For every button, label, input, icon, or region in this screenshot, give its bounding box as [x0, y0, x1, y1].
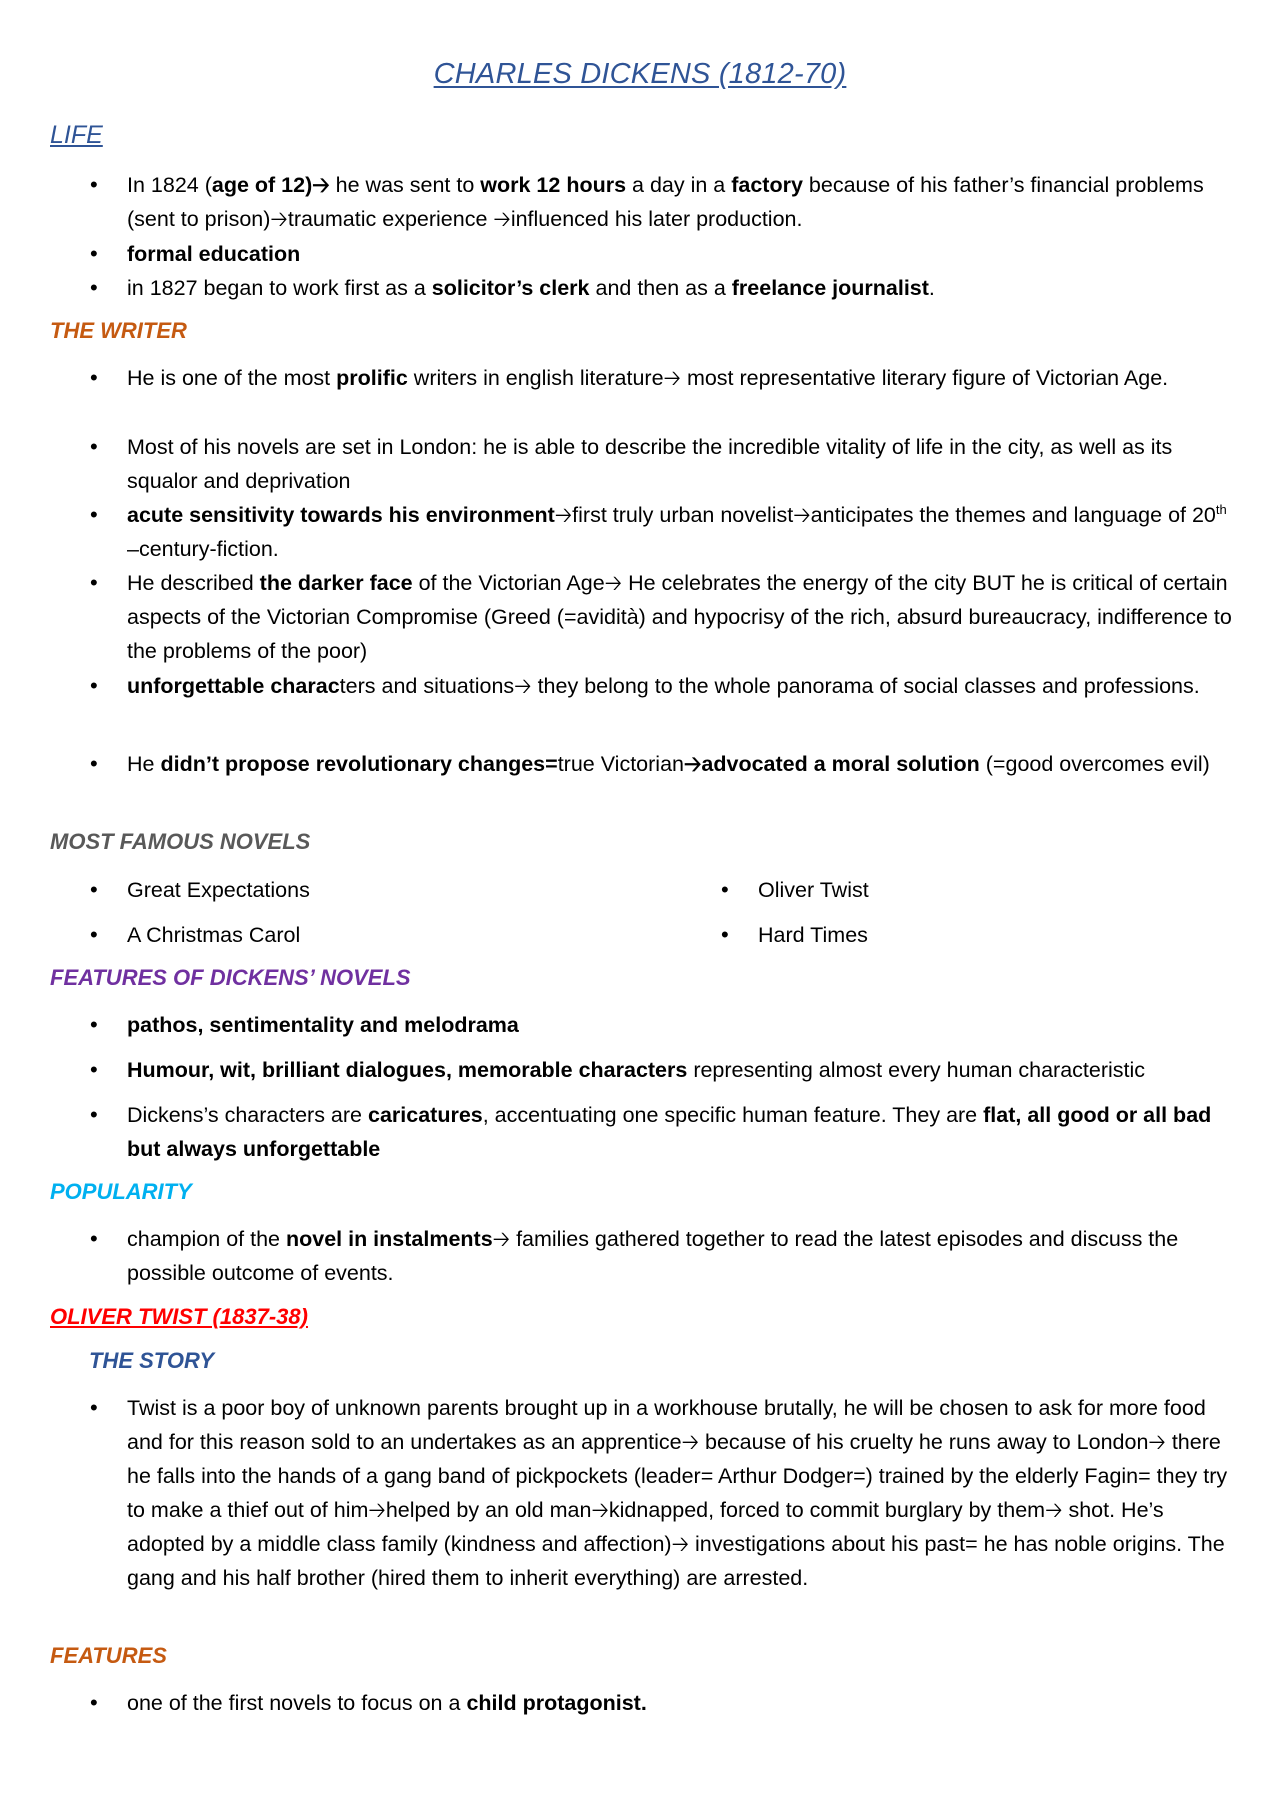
features-dickens-item-3: • Dickens’s characters are caricatures, accentuating one specific human feature. They are flat, all good or all bad but always unforgettable	[127, 1098, 1242, 1166]
section-heading-writer: THE WRITER	[50, 318, 187, 343]
life-item-3: • in 1827 began to work first as a solicitor’s clerk and then as a freelance journalist.	[127, 271, 1242, 305]
novel-item: • Great Expectations	[127, 873, 1242, 907]
writer-item-6: • He didn’t propose revolutionary changes=true Victorian🡢advocated a moral solution (=good overcomes evil)	[127, 747, 1242, 781]
writer-item-1: • He is one of the most prolific writers in english literature🡢 most representative literary figure of Victorian Age.	[127, 361, 1242, 395]
writer-item-3: • acute sensitivity towards his environment🡢first truly urban novelist🡢anticipates the themes and language of 20th –century-fiction.	[127, 498, 1242, 566]
features-dickens-item-2: • Humour, wit, brilliant dialogues, memorable characters representing almost every human characteristic	[127, 1053, 1242, 1087]
page-title: CHARLES DICKENS (1812-70)	[433, 58, 847, 90]
features-item-1: • one of the first novels to focus on a child protagonist.	[127, 1686, 1242, 1720]
life-item-1: • In 1824 (age of 12)🡢 he was sent to work 12 hours a day in a factory because of his father’s financial problems (sent to prison)🡢traumatic experience 🡢influenced his later production.	[127, 168, 1242, 236]
section-heading-features-dickens: FEATURES OF DICKENS’ NOVELS	[50, 965, 411, 990]
subheading-the-story: THE STORY	[89, 1348, 215, 1373]
section-heading-oliver-twist: OLIVER TWIST (1837-38)	[50, 1304, 308, 1329]
section-heading-features: FEATURES	[50, 1643, 167, 1668]
life-item-2: • formal education	[127, 237, 1242, 271]
novel-item: • Hard Times	[758, 918, 1218, 952]
writer-item-5: • unforgettable characters and situations🡢 they belong to the whole panorama of social classes and professions.	[127, 669, 1242, 703]
section-heading-life: LIFE	[50, 121, 103, 149]
section-heading-popularity: POPULARITY	[50, 1179, 192, 1204]
popularity-item-1: • champion of the novel in instalments🡢 families gathered together to read the latest episodes and discuss the possible outcome of events.	[127, 1222, 1242, 1290]
section-heading-famous-novels: MOST FAMOUS NOVELS	[50, 829, 311, 854]
story-item: • Twist is a poor boy of unknown parents brought up in a workhouse brutally, he will be chosen to ask for more food and for this reason sold to an undertakes as an apprentice🡢 because of his cruelty he runs away to London🡢 there he falls into the hands of a gang band of pickpockets (leader= Arthur Dodger=) trained by the elderly Fagin= they try to make a thief out of him🡢helped by an old man🡢kidnapped, forced to commit burglary by them🡢 shot. He’s adopted by a middle class family (kindness and affection)🡢 investigations about his past= he has noble origins. The gang and his half brother (hired them to inherit everything) are arrested.	[127, 1391, 1242, 1595]
writer-item-2: • Most of his novels are set in London: he is able to describe the incredible vitality of life in the city, as well as its squalor and deprivation	[127, 430, 1242, 498]
features-dickens-item-1: • pathos, sentimentality and melodrama	[127, 1008, 1242, 1042]
novel-item: • Oliver Twist	[758, 873, 1218, 907]
writer-item-4: • He described the darker face of the Victorian Age🡢 He celebrates the energy of the city BUT he is critical of certain aspects of the Victorian Compromise (Greed (=avidità) and hypocrisy of the rich, absurd bureaucracy, indifference to the problems of the poor)	[127, 566, 1242, 668]
novel-item: • A Christmas Carol	[127, 918, 1242, 952]
